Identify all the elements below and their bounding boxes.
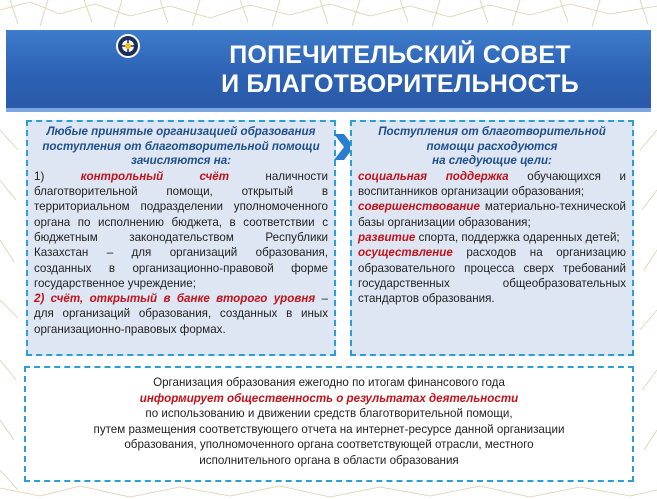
expense-item-social-text: обучающихся и воспитанников организации образования; (358, 169, 626, 199)
expense-item-improvement (358, 199, 626, 230)
income-heading-line-2: поступления от благотворительной помощи (42, 139, 320, 153)
title-line-2: И БЛАГОТВОРИТЕЛЬНОСТЬ (221, 70, 579, 98)
income-item-1-number: 1) (34, 169, 45, 183)
income-heading-line-3: зачисляются на: (130, 154, 232, 168)
income-heading-line-1: Любые принятые организацией образования (46, 125, 316, 138)
income-box (26, 120, 336, 356)
reporting-line-2-highlight: информирует общественность о результатах деятельности (139, 391, 519, 405)
income-item-1 (34, 169, 328, 291)
income-box-heading (34, 125, 328, 169)
expenses-box-heading (358, 125, 626, 169)
expense-item-development-highlight: развитие (358, 230, 416, 244)
income-item-2-text: – для организаций образования, созданных в иных организационно-правовых формах. (34, 292, 328, 336)
expense-item-costs-text: расходов на организацию образовательного процесса сверх требований государственных общеобразовательных стандартов образования. (358, 246, 626, 306)
reporting-line-5: образования, уполномоченного органа соответствующей отрасли, местного (124, 438, 534, 452)
reporting-line-4: путем размещения соответствующего отчета на интернет-ресурсе данной организации (93, 422, 565, 436)
expenses-box (350, 120, 634, 356)
income-item-2 (34, 291, 328, 337)
expense-item-costs (358, 245, 626, 306)
reporting-line-1: Организация образования ежегодно по итогам финансового года (153, 376, 505, 389)
expense-item-development (358, 230, 626, 245)
income-item-2-highlight: 2) счёт, открытый в банке второго уровня (34, 292, 316, 306)
expenses-heading-line-2: помощи расходуются (426, 139, 558, 153)
expense-item-costs-highlight: осуществление (358, 246, 453, 260)
income-item-1-text: наличности благотворительной помощи, открытый в территориальном подразделении уполномоченного органа по исполнению бюджета, в соответствии с бюджетным законодательством Республики Казахстан – для организаций образования, созданных в организационно-правовой форме государственное учреждение; (34, 169, 328, 290)
expense-item-improvement-text: материально-технической базы организации образования; (358, 200, 626, 229)
expense-item-development-text: спорта, поддержка одаренных детей; (418, 230, 620, 244)
reporting-box (24, 366, 634, 482)
expense-item-social (358, 169, 626, 200)
expenses-heading-line-1: Поступления от благотворительной (378, 125, 606, 138)
banner-stripe (6, 108, 651, 112)
title-line-1: ПОПЕЧИТЕЛЬСКИЙ СОВЕТ (229, 41, 571, 69)
page-title (150, 41, 650, 99)
expense-item-social-highlight: социальная поддержка (358, 169, 509, 183)
globe-logo-icon (112, 30, 144, 62)
expenses-heading-line-3: на следующие цели: (432, 154, 552, 168)
income-item-1-highlight: контрольный счёт (80, 169, 230, 183)
reporting-line-3: по использованию и движении средств благотворительной помощи, (145, 407, 513, 421)
reporting-line-6: исполнительного органа в области образования (199, 453, 459, 467)
expense-item-improvement-highlight: совершенствование (358, 200, 480, 214)
